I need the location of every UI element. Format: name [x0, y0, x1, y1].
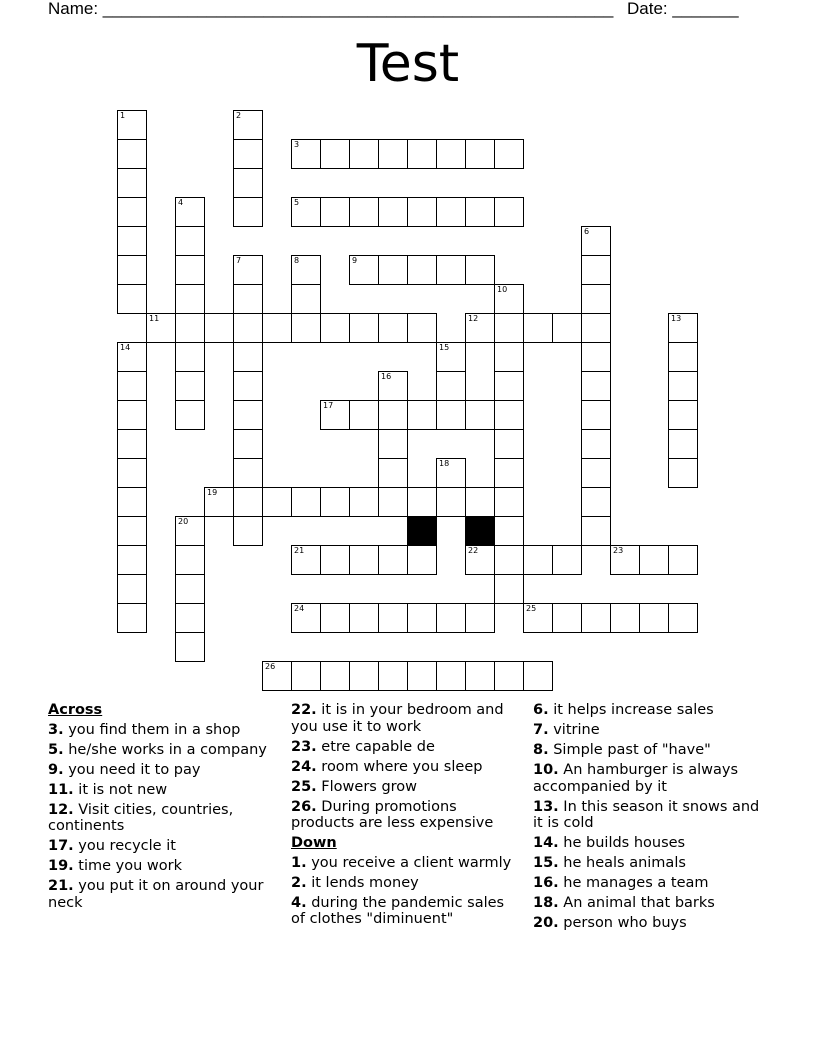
grid-cell[interactable] [668, 400, 698, 430]
grid-cell[interactable] [320, 487, 350, 517]
grid-cell[interactable] [494, 458, 524, 488]
cell-number: 12 [468, 314, 479, 323]
grid-cell[interactable] [378, 371, 408, 401]
grid-cell[interactable] [378, 545, 408, 575]
grid-cell[interactable] [262, 313, 292, 343]
grid-cell[interactable] [378, 197, 408, 227]
grid-cell[interactable] [117, 516, 147, 546]
grid-cell[interactable] [581, 313, 611, 343]
cell-number: 18 [439, 459, 450, 468]
grid-cell[interactable] [494, 139, 524, 169]
grid-cell[interactable] [494, 284, 524, 314]
grid-cell[interactable] [117, 168, 147, 198]
clue-down-18: 18. An animal that barks [533, 895, 715, 911]
grid-cell[interactable] [291, 284, 321, 314]
grid-cell[interactable] [117, 139, 147, 169]
grid-cell[interactable] [552, 603, 582, 633]
grid-cell[interactable] [320, 313, 350, 343]
grid-cell[interactable] [465, 661, 495, 691]
grid-cell[interactable] [465, 313, 495, 343]
grid-cell[interactable] [117, 197, 147, 227]
grid-cell[interactable] [494, 516, 524, 546]
grid-cell[interactable] [262, 487, 292, 517]
cell-number: 2 [236, 111, 242, 120]
grid-cell[interactable] [117, 226, 147, 256]
grid-cell[interactable] [581, 458, 611, 488]
grid-cell[interactable] [320, 661, 350, 691]
grid-cell[interactable] [175, 226, 205, 256]
grid-cell[interactable] [494, 429, 524, 459]
grid-cell[interactable] [349, 487, 379, 517]
cell-number: 3 [294, 140, 300, 149]
grid-cell[interactable] [175, 516, 205, 546]
clue-across-9: 9. you need it to pay [48, 761, 201, 778]
grid-cell[interactable] [610, 545, 640, 575]
grid-cell[interactable] [436, 487, 466, 517]
grid-cell[interactable] [117, 371, 147, 401]
grid-cell[interactable] [465, 545, 495, 575]
grid-cell[interactable] [175, 603, 205, 633]
grid-cell[interactable] [117, 429, 147, 459]
grid-cell[interactable] [349, 545, 379, 575]
clue-across-25: 25. Flowers grow [291, 778, 418, 795]
grid-cell[interactable] [378, 400, 408, 430]
clue-down-15: 15. he heals animals [533, 855, 686, 871]
grid-cell[interactable] [581, 516, 611, 546]
grid-cell[interactable] [581, 226, 611, 256]
clue-across-26: 26. During promotions products are less expensive [291, 798, 494, 831]
grid-cell[interactable] [233, 139, 263, 169]
grid-cell[interactable] [436, 371, 466, 401]
clue-down-13: 13. In this season it snows and it is cold [533, 798, 760, 831]
grid-cell[interactable] [581, 342, 611, 372]
grid-cell[interactable] [668, 313, 698, 343]
grid-cell[interactable] [291, 313, 321, 343]
grid-cell[interactable] [639, 603, 669, 633]
grid-cell[interactable] [465, 255, 495, 285]
grid-cell[interactable] [494, 313, 524, 343]
grid-cell[interactable] [581, 487, 611, 517]
grid-cell[interactable] [117, 400, 147, 430]
grid-cell[interactable] [117, 487, 147, 517]
clue-down-7: 7. vitrine [533, 722, 600, 738]
grid-cell[interactable] [436, 661, 466, 691]
cell-number: 21 [294, 546, 305, 555]
grid-cell[interactable] [407, 313, 437, 343]
grid-cell[interactable] [175, 197, 205, 227]
down-heading: Down [291, 835, 337, 851]
grid-cell[interactable] [349, 313, 379, 343]
grid-cell[interactable] [204, 313, 234, 343]
black-cell [407, 516, 437, 546]
clue-down-1: 1. you receive a client warmly [291, 854, 512, 871]
black-cell [465, 516, 495, 546]
grid-cell[interactable] [581, 255, 611, 285]
grid-cell[interactable] [378, 487, 408, 517]
clue-across-3: 3. you find them in a shop [48, 721, 241, 738]
cell-number: 15 [439, 343, 450, 352]
grid-cell[interactable] [233, 110, 263, 140]
page-title: Test [356, 34, 460, 94]
grid-cell[interactable] [668, 545, 698, 575]
grid-cell[interactable] [407, 545, 437, 575]
clue-across-5: 5. he/she works in a company [48, 741, 267, 758]
clue-across-19: 19. time you work [48, 858, 183, 874]
grid-cell[interactable] [610, 603, 640, 633]
grid-cell[interactable] [668, 603, 698, 633]
cell-number: 24 [294, 604, 305, 613]
grid-cell[interactable] [233, 197, 263, 227]
cell-number: 14 [120, 343, 131, 352]
grid-cell[interactable] [552, 545, 582, 575]
grid-cell[interactable] [175, 574, 205, 604]
grid-cell[interactable] [320, 400, 350, 430]
grid-cell[interactable] [407, 603, 437, 633]
grid-cell[interactable] [349, 400, 379, 430]
grid-cell[interactable] [349, 139, 379, 169]
grid-cell[interactable] [668, 342, 698, 372]
clue-across-23: 23. etre capable de [291, 738, 435, 755]
grid-cell[interactable] [233, 284, 263, 314]
grid-cell[interactable] [349, 603, 379, 633]
grid-cell[interactable] [494, 487, 524, 517]
grid-cell[interactable] [494, 197, 524, 227]
grid-cell[interactable] [465, 139, 495, 169]
grid-cell[interactable] [175, 284, 205, 314]
grid-cell[interactable] [523, 661, 553, 691]
cell-number: 1 [120, 111, 126, 120]
cell-number: 8 [294, 256, 300, 265]
grid-cell[interactable] [494, 661, 524, 691]
grid-cell[interactable] [233, 371, 263, 401]
grid-cell[interactable] [494, 400, 524, 430]
grid-cell[interactable] [436, 458, 466, 488]
clue-down-20: 20. person who buys [533, 915, 687, 931]
grid-cell[interactable] [494, 371, 524, 401]
grid-cell[interactable] [320, 197, 350, 227]
across-heading: Across [48, 702, 103, 718]
grid-cell[interactable] [175, 545, 205, 575]
grid-cell[interactable] [378, 661, 408, 691]
grid-cell[interactable] [117, 342, 147, 372]
grid-cell[interactable] [117, 255, 147, 285]
grid-cell[interactable] [175, 371, 205, 401]
cell-number: 5 [294, 198, 300, 207]
clue-down-4: 4. during the pandemic sales of clothes "diminuent" [291, 894, 505, 927]
cell-number: 13 [671, 314, 682, 323]
cell-number: 11 [149, 314, 160, 323]
grid-cell[interactable] [523, 603, 553, 633]
grid-cell[interactable] [349, 661, 379, 691]
clues-column-2 [291, 702, 519, 931]
grid-cell[interactable] [117, 574, 147, 604]
grid-cell[interactable] [175, 400, 205, 430]
cell-number: 23 [613, 546, 624, 555]
grid-cell[interactable] [117, 110, 147, 140]
grid-cell[interactable] [233, 458, 263, 488]
grid-cell[interactable] [233, 400, 263, 430]
clue-across-17: 17. you recycle it [48, 838, 176, 854]
clue-across-22: 22. it is in your bedroom and you use it to work [291, 702, 504, 735]
grid-cell[interactable] [233, 313, 263, 343]
cell-number: 16 [381, 372, 392, 381]
grid-cell[interactable] [204, 487, 234, 517]
grid-cell[interactable] [465, 400, 495, 430]
header [48, 0, 768, 18]
grid-cell[interactable] [436, 342, 466, 372]
name-field-label[interactable]: Name: ______________________________________________________ [48, 0, 614, 18]
grid-cell[interactable] [117, 545, 147, 575]
grid-cell[interactable] [581, 284, 611, 314]
cell-number: 4 [178, 198, 184, 207]
grid-cell[interactable] [349, 197, 379, 227]
grid-cell[interactable] [407, 255, 437, 285]
grid-cell[interactable] [407, 197, 437, 227]
clue-across-21: 21. you put it on around your neck [48, 878, 264, 911]
clues-column-1 [48, 702, 280, 915]
grid-cell[interactable] [117, 284, 147, 314]
grid-cell[interactable] [291, 255, 321, 285]
cell-number: 22 [468, 546, 479, 555]
grid-cell[interactable] [378, 255, 408, 285]
grid-cell[interactable] [552, 313, 582, 343]
grid-cell[interactable] [465, 603, 495, 633]
grid-cell[interactable] [378, 313, 408, 343]
grid-cell[interactable] [436, 139, 466, 169]
grid-cell[interactable] [291, 603, 321, 633]
grid-cell[interactable] [407, 487, 437, 517]
grid-cell[interactable] [320, 545, 350, 575]
grid-cell[interactable] [436, 603, 466, 633]
cell-number: 20 [178, 517, 189, 526]
grid-cell[interactable] [436, 255, 466, 285]
grid-cell[interactable] [233, 429, 263, 459]
clue-down-2: 2. it lends money [291, 874, 419, 891]
grid-cell[interactable] [378, 139, 408, 169]
grid-cell[interactable] [523, 313, 553, 343]
clue-down-10: 10. An hamburger is always accompanied by it [533, 762, 738, 795]
grid-cell[interactable] [581, 603, 611, 633]
grid-cell[interactable] [349, 255, 379, 285]
clues-column-3 [533, 702, 773, 935]
clue-down-6: 6. it helps increase sales [533, 702, 714, 718]
grid-cell[interactable] [262, 661, 292, 691]
grid-cell[interactable] [146, 313, 176, 343]
cell-number: 25 [526, 604, 537, 613]
grid-cell[interactable] [117, 603, 147, 633]
grid-cell[interactable] [175, 342, 205, 372]
grid-cell[interactable] [436, 197, 466, 227]
grid-cell[interactable] [233, 516, 263, 546]
grid-cell[interactable] [581, 400, 611, 430]
grid-cell[interactable] [291, 487, 321, 517]
grid-cell[interactable] [407, 661, 437, 691]
grid-cell[interactable] [436, 400, 466, 430]
grid-cell[interactable] [320, 603, 350, 633]
grid-cell[interactable] [581, 429, 611, 459]
cell-number: 6 [584, 227, 590, 236]
grid-cell[interactable] [523, 545, 553, 575]
grid-cell[interactable] [291, 661, 321, 691]
date-field-label[interactable]: Date: _______ [627, 0, 739, 18]
cell-number: 10 [497, 285, 508, 294]
grid-cell[interactable] [291, 139, 321, 169]
clue-down-14: 14. he builds houses [533, 835, 686, 851]
grid-cell[interactable] [639, 545, 669, 575]
grid-cell[interactable] [320, 139, 350, 169]
grid-cell[interactable] [378, 429, 408, 459]
cell-number: 17 [323, 401, 334, 410]
grid-cell[interactable] [233, 255, 263, 285]
grid-cell[interactable] [291, 545, 321, 575]
cell-number: 7 [236, 256, 242, 265]
grid-cell[interactable] [465, 197, 495, 227]
grid-cell[interactable] [378, 458, 408, 488]
grid-cell[interactable] [233, 342, 263, 372]
cell-number: 19 [207, 488, 218, 497]
grid-cell[interactable] [494, 545, 524, 575]
grid-cell[interactable] [233, 168, 263, 198]
grid-cell[interactable] [407, 139, 437, 169]
clue-across-12: 12. Visit cities, countries, continents [48, 801, 234, 834]
grid-cell[interactable] [668, 429, 698, 459]
grid-cell[interactable] [581, 371, 611, 401]
grid-cell[interactable] [117, 458, 147, 488]
grid-cell[interactable] [668, 371, 698, 401]
grid-cell[interactable] [378, 603, 408, 633]
grid-cell[interactable] [668, 458, 698, 488]
clue-across-11: 11. it is not new [48, 781, 168, 798]
grid-cell[interactable] [233, 487, 263, 517]
grid-cell[interactable] [494, 342, 524, 372]
grid-cell[interactable] [465, 487, 495, 517]
clue-across-24: 24. room where you sleep [291, 758, 483, 775]
clue-down-8: 8. Simple past of "have" [533, 742, 711, 758]
grid-cell[interactable] [175, 313, 205, 343]
clue-down-16: 16. he manages a team [533, 875, 709, 891]
cell-number: 9 [352, 256, 358, 265]
grid-cell[interactable] [175, 632, 205, 662]
grid-cell[interactable] [494, 574, 524, 604]
grid-cell[interactable] [291, 197, 321, 227]
grid-cell[interactable] [407, 400, 437, 430]
grid-cell[interactable] [175, 255, 205, 285]
cell-number: 26 [265, 662, 276, 671]
